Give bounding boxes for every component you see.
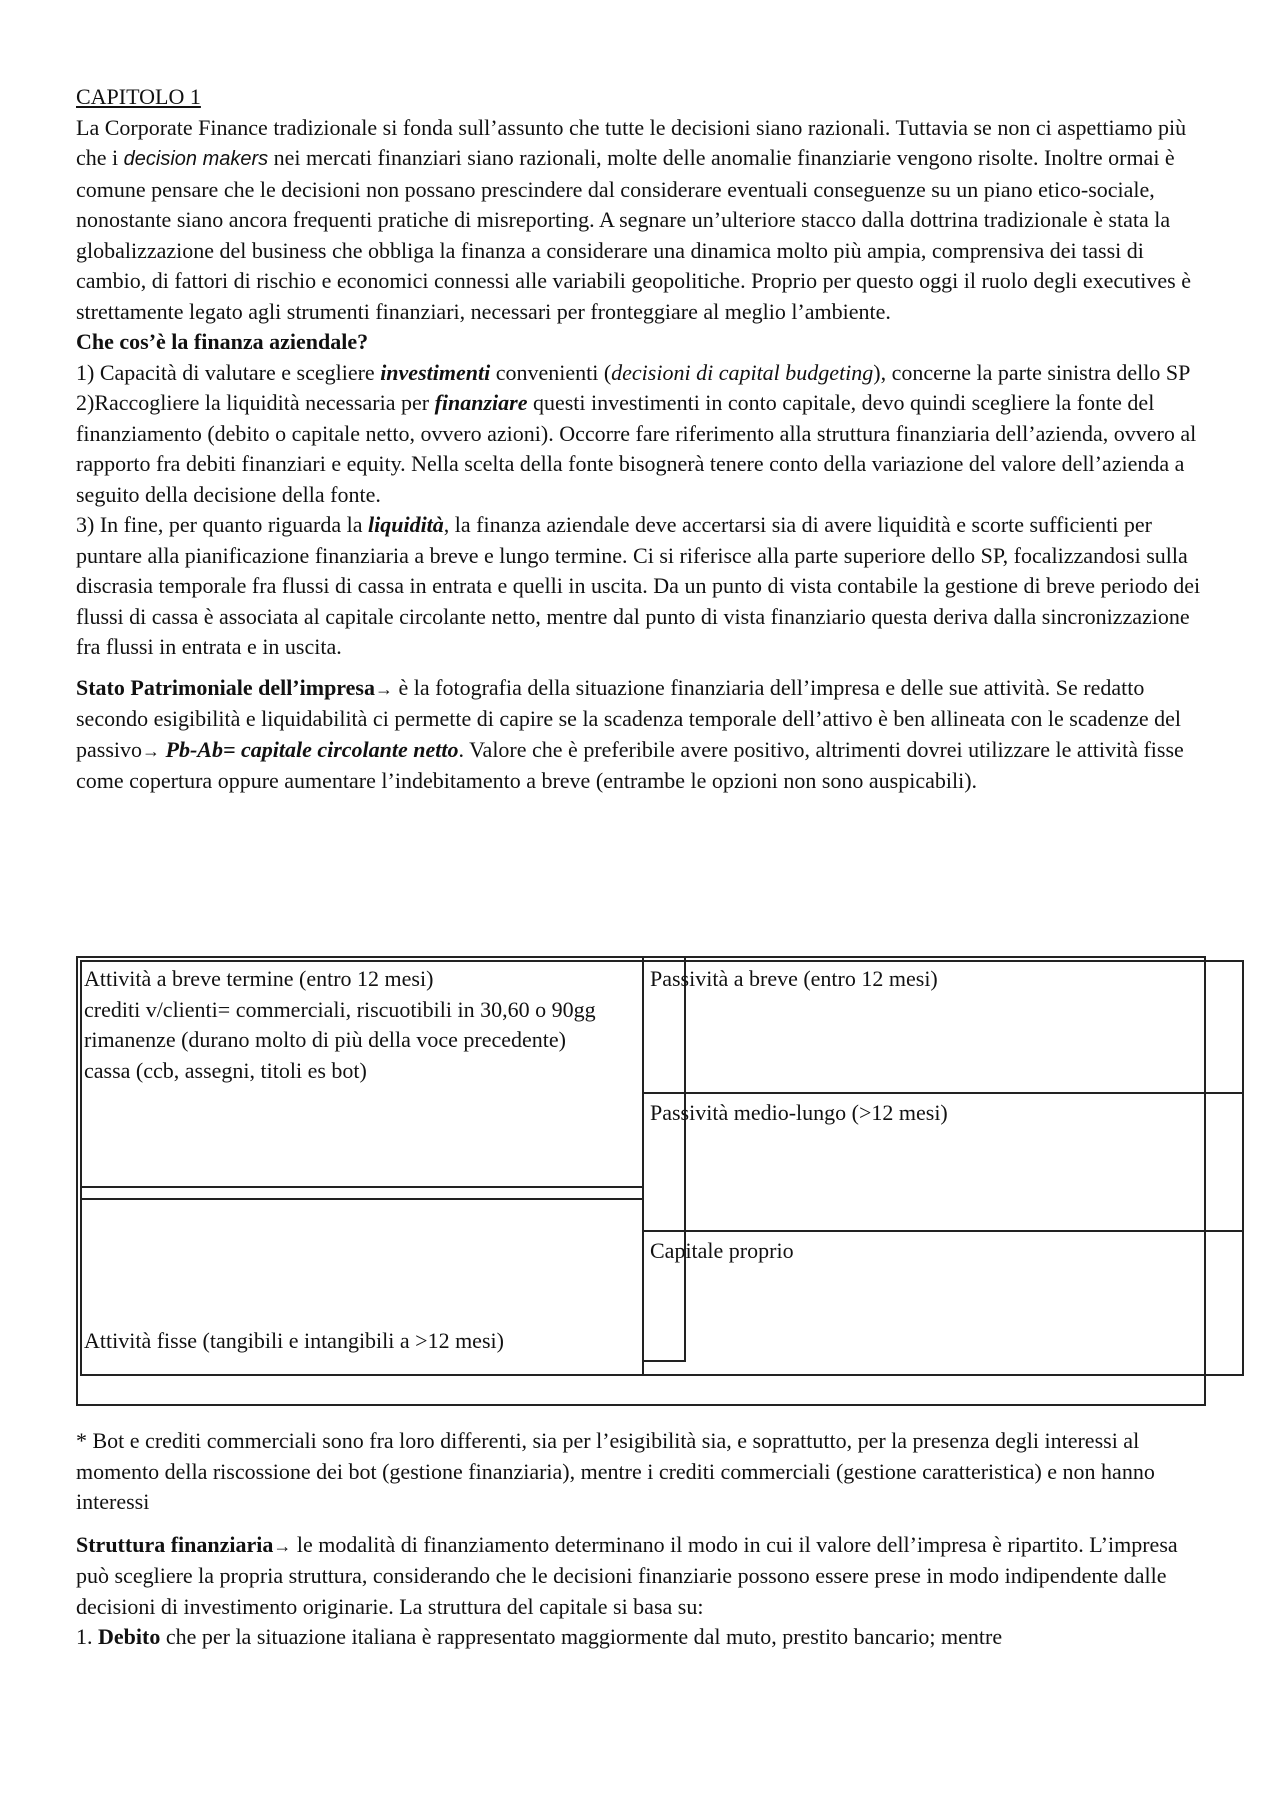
equity-cell: Capitale proprio [650, 1238, 794, 1263]
struttura-finanziaria-paragraph: Struttura finanziaria→ le modalità di finanziamento determinano il modo in cui il valore dell’impresa è ripartito. L’impresa può scegliere la propria struttura, considerando che le decisioni finanziarie possono essere prese in modo indipendente dalle decisioni di investimento originarie. La struttura del capitale si basa su: [76, 1531, 1178, 1619]
footnote: * Bot e crediti commerciali sono fra loro differenti, sia per l’esigibilità sia, e soprattutto, per la presenza degli interessi al momento della riscossione dei bot (gestione finanziaria), mentre i crediti commerciali (gestione caratteristica) e non hanno interessi [76, 1428, 1155, 1514]
short-term-liabilities-cell: Passività a breve (entro 12 mesi) [650, 966, 938, 991]
decision-makers-term: decision makers [123, 148, 269, 170]
list-item-debito: 1. Debito che per la situazione italiana è rappresentato maggiormente dal muto, prestito bancario; mentre [76, 1624, 1003, 1649]
balance-sheet-table [76, 956, 1244, 1406]
point-1: 1) Capacità di valutare e scegliere investimenti convenienti (decisioni di capital budgeting), concerne la parte sinistra dello SP [76, 359, 1191, 385]
point-2: 2)Raccogliere la liquidità necessaria per finanziare questi investimenti in conto capitale, devo quindi scegliere la fonte del finanziamento (debito o capitale netto, ovvero azioni). Occorre fare riferimento alla struttura finanziaria dell’azienda, ovvero al rapporto fra debiti finanziari e equity. Nella scelta della fonte bisognerà tenere conto della variazione del valore dell’azienda a seguito della decisione della fonte. [76, 390, 1197, 507]
medium-long-liabilities-cell: Passività medio-lungo (>12 mesi) [650, 1100, 948, 1125]
arrow-icon: → [142, 740, 160, 761]
fixed-assets-cell: Attività fisse (tangibili e intangibili a >12 mesi) [84, 1328, 504, 1353]
point-3: 3) In fine, per quanto riguarda la liquidità, la finanza aziendale deve accertarsi sia di avere liquidità e scorte sufficienti per puntare alla pianificazione finanziaria a breve e lungo termine. Ci si riferisce alla parte superiore dello SP, focalizzandosi sulla discrasia temporale fra flussi di cassa in entrata e quelli in uscita. Da un punto di vista contabile la gestione di breve periodo dei flussi di cassa è associata al capitale circolante netto, mentre dal punto di vista finanziario questa deriva dalla sincronizzazione fra flussi in entrata e in uscita. [76, 512, 1201, 659]
arrow-icon: → [375, 678, 393, 699]
section-question: Che cos’è la finanza aziendale? [76, 329, 369, 354]
short-term-assets-cell: Attività a breve termine (entro 12 mesi) crediti v/clienti= commerciali, riscuotibili in 30,60 o 90gg rimanenze (durano molto di più della voce precedente) cassa (ccb, assegni, titoli es bot) [84, 966, 596, 1083]
intro-paragraph: La Corporate Finance tradizionale si fonda sull’assunto che tutte le decisioni siano razionali. Tuttavia se non ci aspettiamo più che i decision makers nei mercati finanziari siano razionali, molte delle anomalie finanziarie vengono risolte. Inoltre ormai è comune pensare che le decisioni non possano prescindere dal considerare eventuali conseguenze su un piano etico-sociale, nonostante siano ancora frequenti pratiche di misreporting. A segnare un’ulteriore stacco dalla dottrina tradizionale è stata la globalizzazione del business che obbliga la finanza a considerare una dinamica molto più ampia, comprensiva dei tassi di cambio, di fattori di rischio e economici connessi alle variabili geopolitiche. Proprio per questo oggi il ruolo degli executives è strettamente legato agli strumenti finanziari, necessari per fronteggiare al meglio l’ambiente. [76, 114, 1191, 324]
stato-patrimoniale-paragraph: Stato Patrimoniale dell’impresa→ è la fotografia della situazione finanziaria dell’impresa e delle sue attività. Se redatto secondo esigibilità e liquidabilità ci permette di capire se la scadenza temporale dell’attivo è ben allineata con le scadenze del passivo→ Pb-Ab= capitale circolante netto. Valore che è preferibile avere positivo, altrimenti dovrei utilizzare le attività fisse come copertura oppure aumentare l’indebitamento a breve (entrambe le opzioni non sono auspicabili). [76, 674, 1184, 793]
chapter-title: CAPITOLO 1 [76, 84, 201, 109]
ccn-formula: Pb-Ab= capitale circolante netto [165, 736, 459, 762]
document-page [76, 82, 1206, 797]
document-page-continued [76, 1426, 1206, 1653]
arrow-icon: → [273, 1535, 292, 1556]
